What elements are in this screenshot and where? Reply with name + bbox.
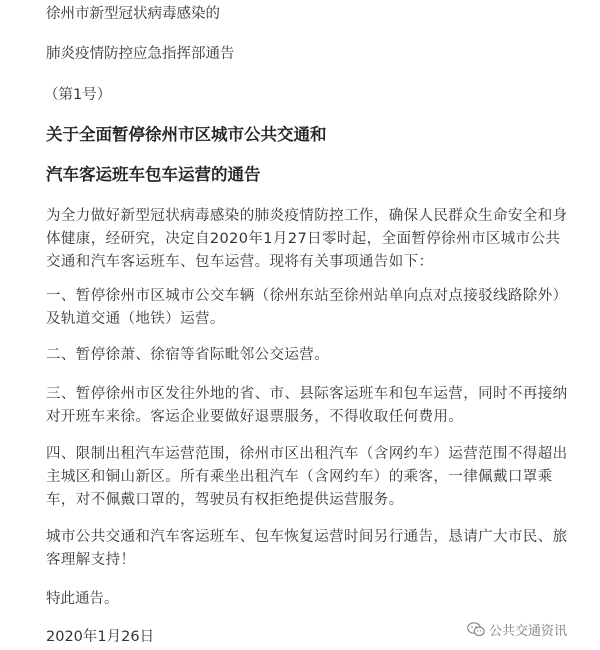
- item-3-paragraph: 三、暂停徐州市区发往外地的省、市、县际客运班车和包车运营，同时不再接纳对开班车来徐。客运企业要做好退票服务，不得收取任何费用。: [46, 386, 568, 425]
- item-4-paragraph: 四、限制出租汽车运营范围，徐州市区出租汽车（含网约车）运营范围不得超出主城区和铜山新区。所有乘坐出租汽车（含网约车）的乘客，一律佩戴口罩乘车，对不佩戴口罩的，驾驶员有权拒绝提供运营服务。: [46, 446, 568, 508]
- issuer-line-2: 肺炎疫情防控应急指挥部通告: [46, 46, 235, 62]
- notice-number: （第1号）: [44, 87, 112, 103]
- closing-paragraph: 城市公共交通和汽车客运班车、包车恢复运营时间另行通告，恳请广大市民、旅客理解支持！: [46, 529, 568, 568]
- watermark-text: 公共交通资讯: [489, 623, 568, 639]
- notice-title-line-2: 汽车客运班车包车运营的通告: [46, 165, 261, 184]
- item-2-paragraph: 二、暂停徐萧、徐宿等省际毗邻公交运营。: [46, 347, 330, 363]
- issuer-line-1: 徐州市新型冠状病毒感染的: [46, 6, 220, 22]
- notice-title-line-1: 关于全面暂停徐州市区城市公共交通和: [46, 125, 327, 144]
- notice-date: 2020年1月26日: [46, 629, 155, 645]
- intro-paragraph: 为全力做好新型冠状病毒感染的肺炎疫情防控工作，确保人民群众生命安全和身体健康，经研究，决定自2020年1月27日零时起，全面暂停徐州市区城市公共交通和汽车客运班车、包车运营。现将有关事项通告如下：: [46, 208, 568, 270]
- item-1-paragraph: 一、暂停徐州市区城市公交车辆（徐州东站至徐州站单向点对点接驳线路除外）及轨道交通（地铁）运营。: [46, 288, 568, 327]
- source-watermark: [467, 618, 567, 640]
- wechat-icon: [467, 622, 485, 637]
- sign-off: 特此通告。: [46, 591, 119, 607]
